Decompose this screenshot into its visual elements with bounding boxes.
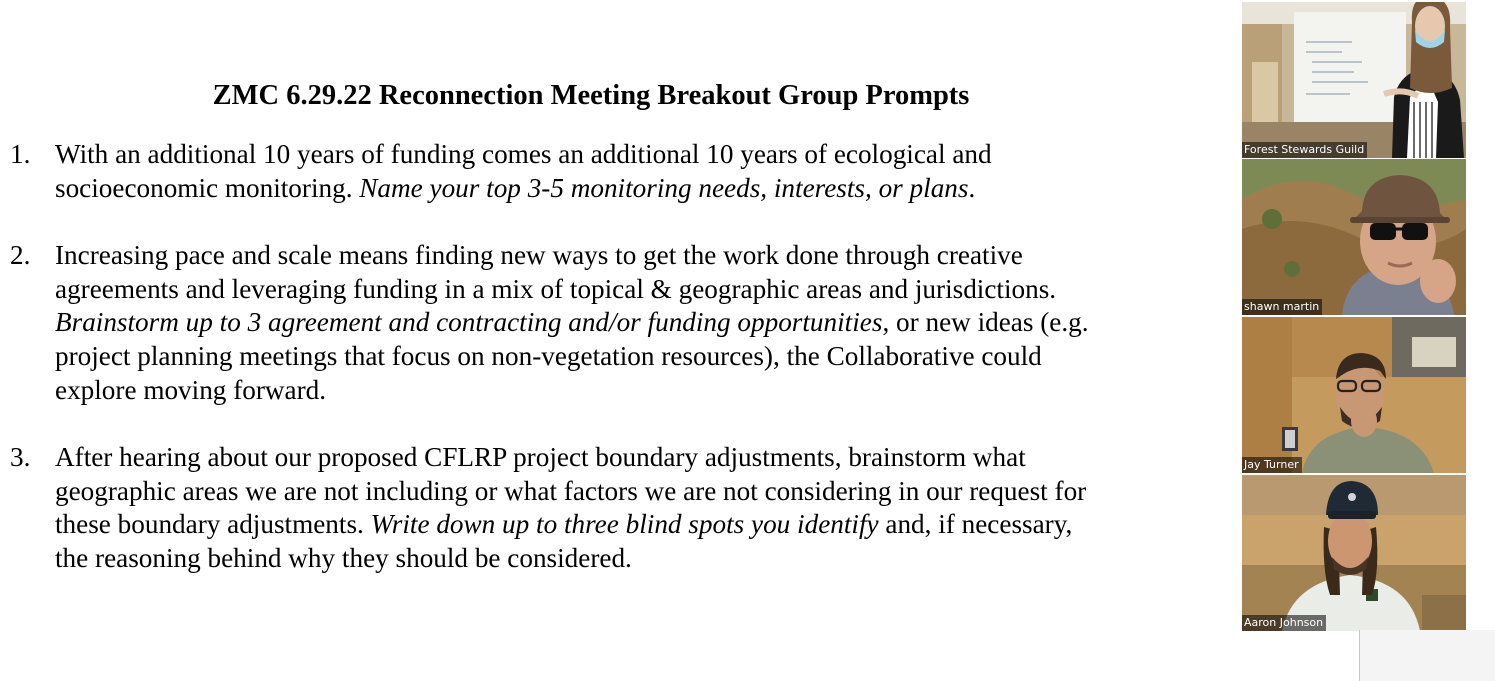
prompt-text: [55, 138, 1235, 205]
prompt-number: 2.: [10, 240, 31, 270]
participant-name-label: shawn martin: [1242, 299, 1322, 315]
participant-video-feed: [1242, 159, 1466, 315]
prompt-line: Brainstorm up to 3 agreement and contracting and/or funding opportunities, or new ideas (e.g.: [55, 307, 1089, 338]
participant-video-tile[interactable]: [1242, 159, 1466, 315]
participant-video-feed: [1242, 2, 1466, 158]
prompt-instruction: Name your top 3-5 monitoring needs, interests, or plans: [359, 172, 969, 203]
prompt-instruction: Brainstorm up to 3 agreement and contracting and/or funding opportunities: [55, 307, 883, 338]
participant-name-label: Jay Turner: [1242, 457, 1302, 473]
prompt-line: explore moving forward.: [55, 374, 327, 405]
participant-name-label: Aaron Johnson: [1242, 615, 1326, 631]
prompt-number: 3.: [10, 442, 31, 472]
prompt-line: After hearing about our proposed CFLRP project boundary adjustments, brainstorm what: [55, 442, 1026, 472]
prompt-number: 1.: [10, 139, 31, 169]
prompt-line: socioeconomic monitoring. Name your top 3-5 monitoring needs, interests, or plans.: [55, 172, 976, 203]
participant-video-panel: [1240, 0, 1495, 681]
prompt-line: With an additional 10 years of funding comes an additional 10 years of ecological and: [55, 139, 992, 169]
prompt-line: the reasoning behind why they should be considered.: [55, 543, 632, 574]
prompt-text: [55, 239, 1235, 408]
prompt-item: [10, 138, 1235, 205]
prompt-line: these boundary adjustments. Write down up to three blind spots you identify and, if necessary,: [55, 509, 1073, 540]
prompt-item: [10, 239, 1235, 408]
participant-video-tile[interactable]: [1242, 2, 1466, 158]
prompt-item: [10, 441, 1235, 576]
participant-name-label: Forest Stewards Guild: [1242, 142, 1367, 158]
prompt-instruction: Write down up to three blind spots you identify: [370, 509, 879, 540]
prompt-line: project planning meetings that focus on non-vegetation resources), the Collaborative could: [55, 341, 1042, 372]
prompt-line: Increasing pace and scale means finding new ways to get the work done through creative: [55, 240, 1023, 270]
panel-corner: [1360, 630, 1495, 681]
participant-video-tile[interactable]: [1242, 317, 1466, 473]
participant-video-tile[interactable]: [1242, 475, 1466, 631]
prompt-line: geographic areas we are not including or what factors we are not considering in our request for: [55, 475, 1087, 506]
participant-video-feed: [1242, 317, 1466, 473]
document-title: ZMC 6.29.22 Reconnection Meeting Breakout Group Prompts: [212, 80, 970, 111]
prompt-line: agreements and leveraging funding in a mix of topical & geographic areas and jurisdictions.: [55, 273, 1057, 304]
prompt-text: [55, 441, 1235, 576]
participant-video-feed: [1242, 475, 1466, 631]
